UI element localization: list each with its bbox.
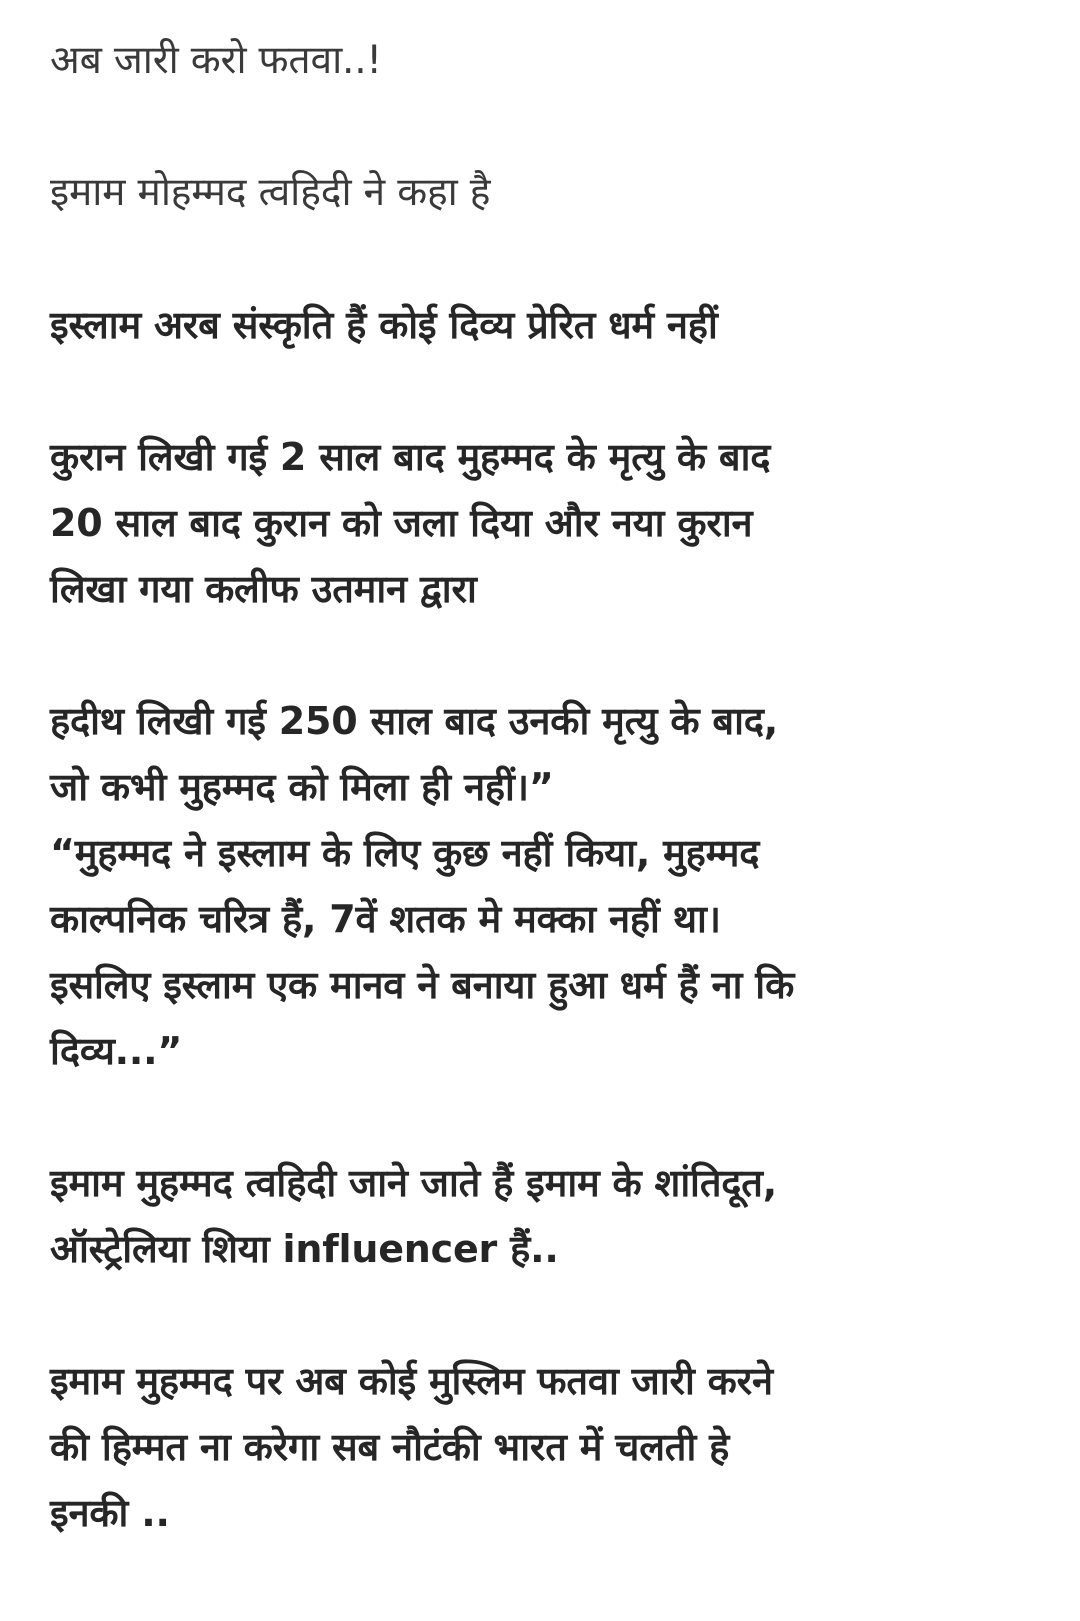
text-line: इनकी .. — [50, 1491, 170, 1535]
closing-paragraph — [50, 1348, 1040, 1546]
text-line: इमाम मुहम्मद त्वहिदी जाने जाते हैं इमाम के शांतिदूत, — [50, 1161, 777, 1205]
post-title — [50, 28, 1040, 94]
text-line: लिखा गया कलीफ उतमान द्वारा — [50, 567, 477, 611]
text-line: अब जारी करो फतवा..! — [50, 38, 382, 83]
about-paragraph — [50, 1150, 1040, 1282]
text-line: हदीथ लिखी गई 250 साल बाद उनकी मृत्यु के बाद, — [50, 699, 778, 743]
paragraph-spacer — [50, 226, 1040, 292]
text-line: दिव्य...” — [50, 1029, 183, 1073]
text-line: काल्पनिक चरित्र हैं, 7वें शतक मे मक्का नहीं था। — [50, 897, 721, 941]
quran-paragraph — [50, 424, 1040, 622]
text-line: कुरान लिखी गई 2 साल बाद मुहम्मद के मृत्यु के बाद — [50, 435, 771, 479]
text-line: इमाम मोहम्मद त्वहिदी ने कहा है — [50, 170, 491, 215]
intro-paragraph — [50, 160, 1040, 226]
text-line: की हिम्मत ना करेगा सब नौटंकी भारत में चलती हे — [50, 1425, 730, 1469]
text-line: जो कभी मुहम्मद को मिला ही नहीं।” — [50, 765, 554, 809]
hadith-paragraph — [50, 688, 1040, 1084]
text-line: इस्लाम अरब संस्कृति हैं कोई दिव्य प्रेरित धर्म नहीं — [50, 303, 718, 347]
claim-paragraph — [50, 292, 1040, 358]
text-line: ऑस्ट्रेलिया शिया influencer हैं.. — [50, 1227, 559, 1271]
text-line: “मुहम्मद ने इस्लाम के लिए कुछ नहीं किया, मुहम्मद — [50, 831, 760, 875]
paragraph-spacer — [50, 358, 1040, 424]
paragraph-spacer — [50, 1084, 1040, 1150]
paragraph-spacer — [50, 94, 1040, 160]
text-line: 20 साल बाद कुरान को जला दिया और नया कुरान — [50, 501, 753, 545]
paragraph-spacer — [50, 622, 1040, 688]
paragraph-spacer — [50, 1282, 1040, 1348]
text-line: इसलिए इस्लाम एक मानव ने बनाया हुआ धर्म हैं ना कि — [50, 963, 795, 1007]
text-line: इमाम मुहम्मद पर अब कोई मुस्लिम फतवा जारी करने — [50, 1359, 773, 1403]
